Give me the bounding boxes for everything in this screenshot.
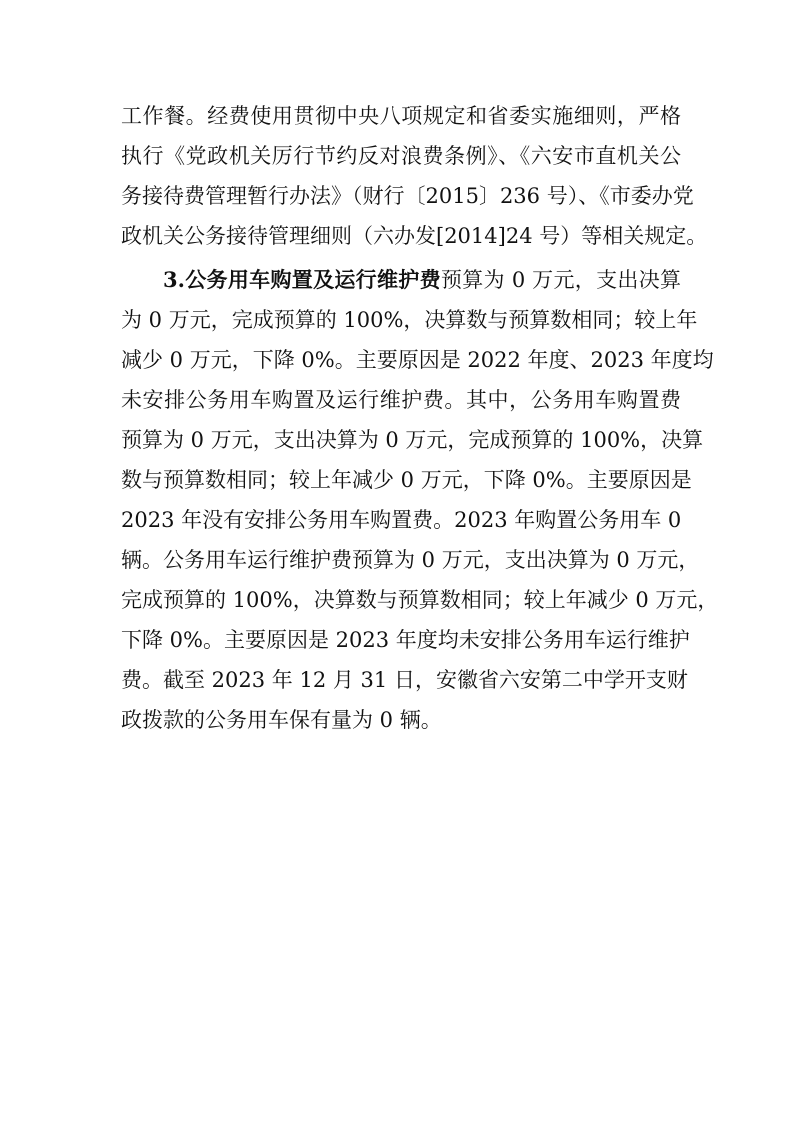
text-line: 数与预算数相同；较上年减少 0 万元，下降 0%。主要原因是 — [121, 468, 692, 492]
text-line: 未安排公务用车购置及运行维护费。其中，公务用车购置费 — [121, 388, 681, 412]
text-line: 费。截至 2023 年 12 月 31 日，安徽省六安第二中学开支财 — [121, 668, 688, 692]
text-line: 辆。公务用车运行维护费预算为 0 万元，支出决算为 0 万元， — [121, 548, 700, 572]
section-heading-rest: 预算为 0 万元，支出决算 — [440, 268, 682, 292]
text-line: 2023 年没有安排公务用车购置费。2023 年购置公务用车 0 — [121, 508, 682, 532]
text-line: 政机关公务接待管理细则（六办发[2014]24 号）等相关规定。 — [121, 224, 708, 248]
text-line: 减少 0 万元，下降 0%。主要原因是 2022 年度、2023 年度均 — [121, 348, 714, 372]
text-line: 务接待费管理暂行办法》（财行〔2015〕236 号）、《市委办党 — [121, 184, 694, 208]
text-line: 政拨款的公务用车保有量为 0 辆。 — [121, 708, 442, 732]
text-line: 完成预算的 100%，决算数与预算数相同；较上年减少 0 万元， — [121, 588, 719, 612]
text-line: 工作餐。经费使用贯彻中央八项规定和省委实施细则，严格 — [121, 104, 681, 128]
section-heading-line — [163, 260, 681, 300]
section-heading: 3.公务用车购置及运行维护费 — [163, 267, 441, 292]
text-line: 为 0 万元，完成预算的 100%，决算数与预算数相同；较上年 — [121, 308, 698, 332]
text-line: 执行《党政机关厉行节约反对浪费条例》、《六安市直机关公 — [121, 144, 681, 168]
text-line: 预算为 0 万元，支出决算为 0 万元，完成预算的 100%，决算 — [121, 428, 704, 452]
text-line: 下降 0%。主要原因是 2023 年度均未安排公务用车运行维护 — [121, 628, 690, 652]
